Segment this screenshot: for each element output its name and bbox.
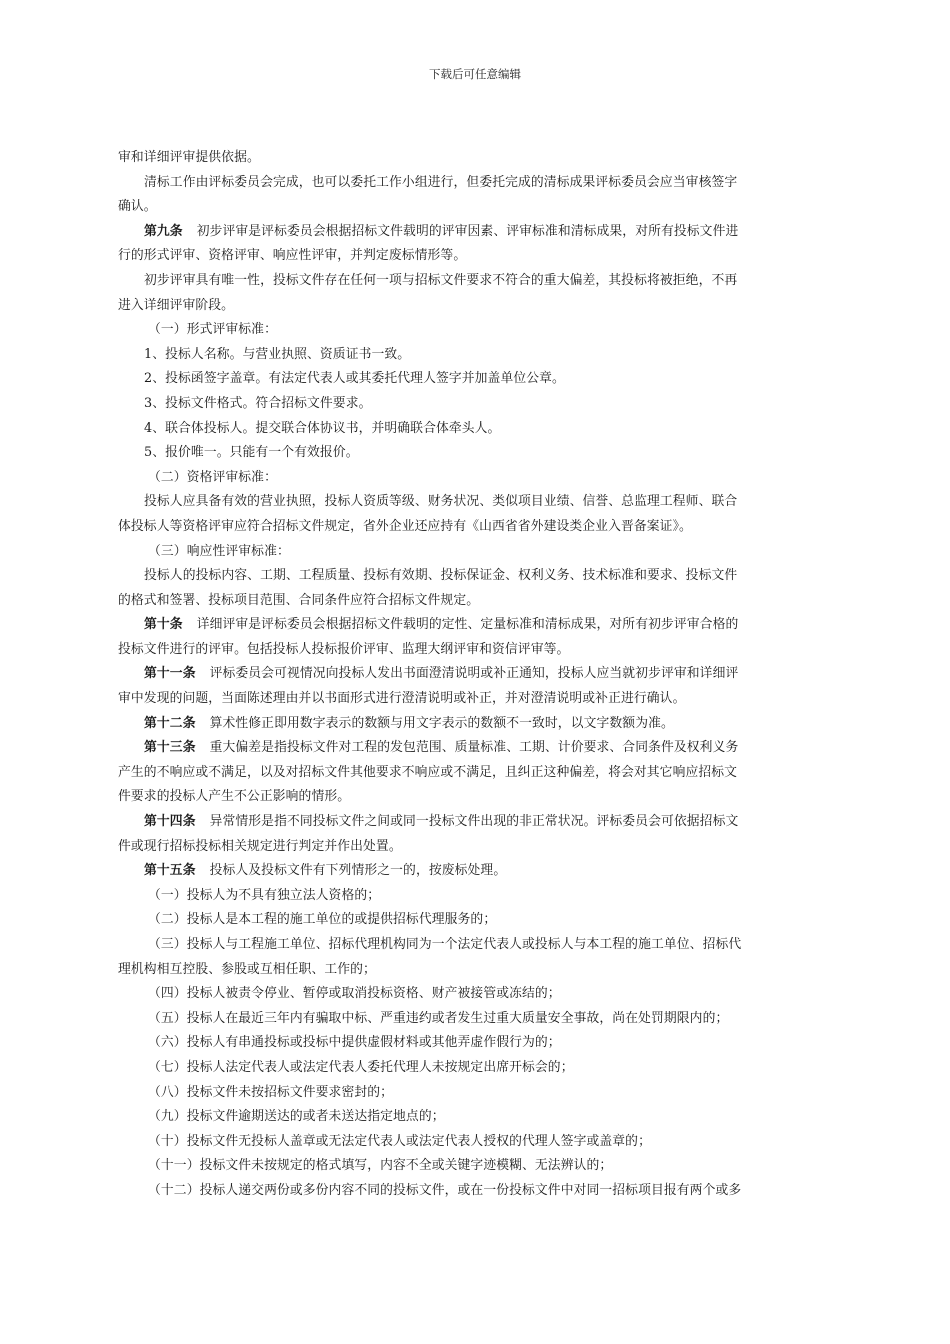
line-text: 投标文件进行的评审。包括投标人投标报价评审、监理大纲评审和资信评审等。 [118,641,570,657]
line-text: （三）响应性评审标准： [148,543,290,559]
line-text: 件或现行招标投标相关规定进行判定并作出处置。 [118,838,402,854]
paragraph-line [118,1130,808,1155]
line-text: 异常情形是指不同投标文件之间或同一投标文件出现的非正常状况。评标委员会可依据招标文 [209,814,739,830]
article-number: 第十三条 [144,740,196,756]
line-text: 初步评审是评标委员会根据招标文件载明的评审因素、评审标准和清标成果，对所有投标文件进 [196,223,739,239]
paragraph-line [118,466,808,491]
line-text: 审和详细评审提供依据。 [118,150,260,165]
paragraph-line [118,1179,808,1204]
line-text: 投标人的投标内容、工期、工程质量、投标有效期、投标保证金、权利义务、技术标准和要求、投标文件 [144,568,738,584]
line-text: 投标人及投标文件有下列情形之一的，按废标处理。 [209,863,507,879]
article-number: 第十四条 [144,814,196,830]
page-header: 下载后可任意编辑 [429,67,521,81]
paragraph-line [118,392,808,417]
paragraph-line [118,515,808,540]
paragraph-line [118,1031,808,1056]
paragraph-line [118,490,808,515]
paragraph-line [118,638,808,663]
paragraph-line [118,785,808,810]
line-text: 进入详细评审阶段。 [118,297,235,313]
paragraph-line [118,244,808,269]
article-number: 第九条 [144,223,183,239]
paragraph-line [118,318,808,343]
line-text: （三）投标人与工程施工单位、招标代理机构同为一个法定代表人或投标人与本工程的施工单位、招标代 [148,937,742,952]
line-text: （四）投标人被责令停业、暂停或取消投标资格、财产被接管或冻结的； [148,986,561,1002]
paragraph-line [118,589,808,614]
paragraph-line [118,835,808,860]
paragraph-line [118,1081,808,1106]
line-text: （二）投标人是本工程的施工单位的或提供招标代理服务的； [148,912,497,928]
article-number: 第十一条 [144,666,196,682]
paragraph-line [118,171,808,196]
line-text: 件要求的投标人产生不公正影响的情形。 [118,789,351,805]
paragraph-line [118,294,808,319]
line-text: 清标工作由评标委员会完成，也可以委托工作小组进行，但委托完成的清标成果评标委员会应当审核签字 [144,174,738,190]
paragraph-line [118,1105,808,1130]
paragraph-line [118,1007,808,1032]
line-text: （十）投标文件无投标人盖章或无法定代表人或法定代表人授权的代理人签字或盖章的； [148,1133,651,1149]
paragraph-line [118,1154,808,1179]
article-paragraph-line [118,859,808,884]
line-text: 初步评审具有唯一性，投标文件存在任何一项与招标文件要求不符合的重大偏差，其投标将被拒绝，不再 [144,272,738,288]
line-text: 重大偏差是指投标文件对工程的发包范围、质量标准、工期、计价要求、合同条件及权利义务 [209,740,739,756]
article-paragraph-line [118,712,808,737]
line-text: 产生的不响应或不满足，以及对招标文件其他要求不响应或不满足，且纠正这种偏差，将会对其它响应招标文 [118,764,738,780]
paragraph-line [118,982,808,1007]
line-text: （一）投标人为不具有独立法人资格的； [148,887,381,903]
line-text: 详细评审是评标委员会根据招标文件载明的定性、定量标准和清标成果，对所有初步评审合格的 [196,617,739,633]
line-text: 4、联合体投标人。提交联合体协议书，并明确联合体牵头人。 [144,420,501,436]
line-text: （六）投标人有串通投标或投标中提供虚假材料或其他弄虚作假行为的； [148,1035,561,1051]
paragraph-line [118,564,808,589]
line-text: 3、投标文件格式。符合招标文件要求。 [144,395,372,411]
article-paragraph-line [118,220,808,245]
article-paragraph-line [118,613,808,638]
paragraph-line [118,884,808,909]
line-text: 体投标人等资格评审应符合招标文件规定，省外企业还应持有《山西省省外建设类企业入晋备案证》。 [118,518,692,534]
paragraph-line [118,933,808,958]
line-text: 确认。 [118,199,157,215]
line-text: （七）投标人法定代表人或法定代表人委托代理人未按规定出席开标会的； [148,1059,574,1075]
line-text: （一）形式评审标准： [148,322,277,338]
line-text: 算术性修正即用数字表示的数额与用文字表示的数额不一致时，以文字数额为准。 [209,715,674,731]
paragraph-line [118,908,808,933]
line-text: （八）投标文件未按招标文件要求密封的； [148,1084,394,1100]
article-number: 第十二条 [144,715,196,731]
article-paragraph-line [118,736,808,761]
line-text: 审中发现的问题，当面陈述理由并以书面形式进行澄清说明或补正，并对澄清说明或补正进行确认。 [118,691,686,707]
paragraph-line [118,343,808,368]
paragraph-line [118,958,808,983]
paragraph-line [118,195,808,220]
line-text: 5、报价唯一。只能有一个有效报价。 [144,445,359,461]
article-paragraph-line [118,662,808,687]
article-number: 第十五条 [144,863,196,879]
paragraph-line [118,441,808,466]
line-text: （二）资格评审标准： [148,469,277,485]
line-text: 评标委员会可视情况向投标人发出书面澄清说明或补正通知，投标人应当就初步评审和详细评 [209,666,739,682]
article-paragraph-line [118,810,808,835]
paragraph-line [118,687,808,712]
document-body [118,146,808,1204]
paragraph-line [118,146,808,171]
paragraph-line [118,540,808,565]
paragraph-line [118,761,808,786]
line-text: （十一）投标文件未按规定的格式填写，内容不全或关键字迹模糊、无法辨认的； [148,1158,613,1174]
paragraph-line [118,367,808,392]
paragraph-line [118,269,808,294]
line-text: 投标人应具备有效的营业执照，投标人资质等级、财务状况、类似项目业绩、信誉、总监理工程师、联合 [144,494,738,510]
article-number: 第十条 [144,617,183,633]
line-text: 理机构相互控股、参股或互相任职、工作的； [118,961,376,977]
line-text: （九）投标文件逾期送达的或者未送达指定地点的； [148,1109,445,1125]
paragraph-line [118,1056,808,1081]
line-text: （五）投标人在最近三年内有骗取中标、严重违约或者发生过重大质量安全事故，尚在处罚期限内的； [148,1010,729,1026]
line-text: 2、投标函签字盖章。有法定代表人或其委托代理人签字并加盖单位公章。 [144,371,565,387]
paragraph-line [118,417,808,442]
line-text: 1、投标人名称。与营业执照、资质证书一致。 [144,346,411,362]
line-text: 的格式和签署、投标项目范围、合同条件应符合招标文件规定。 [118,592,480,608]
line-text: （十二）投标人递交两份或多份内容不同的投标文件，或在一份投标文件中对同一招标项目报有两个或多 [148,1182,742,1198]
line-text: 行的形式评审、资格评审、响应性评审，并判定废标情形等。 [118,248,467,264]
